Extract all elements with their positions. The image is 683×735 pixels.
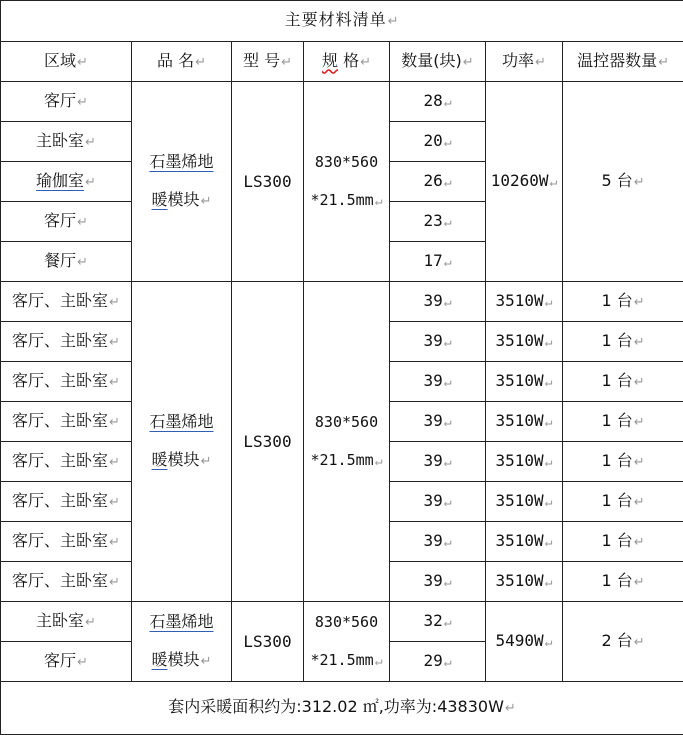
power-cell (486, 482, 563, 522)
power-text: 3510W (496, 491, 544, 510)
thermo-cell (563, 522, 683, 562)
area-text: 客厅 (44, 211, 76, 230)
summary-text: 套内采暖面积约为:312.02 ㎡,功率为:43830W (168, 697, 504, 716)
qty-cell (390, 282, 486, 322)
qty-cell (390, 442, 486, 482)
paragraph-mark-icon: ↵ (77, 255, 88, 270)
header-thermo (563, 42, 683, 82)
spec-line-2-wrap (304, 441, 389, 481)
paragraph-mark-icon: ↵ (388, 14, 400, 29)
model-text: LS300 (243, 432, 291, 451)
paragraph-mark-icon: ↵ (375, 454, 383, 469)
header-model (232, 42, 304, 82)
paragraph-mark-icon: ↵ (634, 295, 645, 310)
paragraph-mark-icon: ↵ (545, 375, 553, 390)
product-line-2b: 模块 (168, 450, 200, 469)
power-cell (486, 522, 563, 562)
qty-text: 32 (423, 611, 442, 630)
header-product-text: 品 名 (157, 51, 194, 70)
area-text: 客厅、主卧室 (12, 331, 108, 350)
thermo-cell (563, 402, 683, 442)
qty-cell (390, 642, 486, 682)
paragraph-mark-icon: ↵ (444, 655, 452, 670)
paragraph-mark-icon: ↵ (201, 454, 212, 469)
power-text: 3510W (496, 451, 544, 470)
area-text: 客厅 (44, 91, 76, 110)
product-line-1: 石墨烯地 (149, 143, 213, 181)
header-row (1, 42, 683, 82)
paragraph-mark-icon: ↵ (201, 194, 212, 209)
area-text: 主卧室 (36, 611, 84, 630)
paragraph-mark-icon: ↵ (634, 495, 645, 510)
paragraph-mark-icon: ↵ (545, 455, 553, 470)
header-spec-text-a: 规 (322, 51, 338, 70)
paragraph-mark-icon: ↵ (360, 55, 371, 70)
thermo-cell (563, 282, 683, 322)
spec-line-2-wrap (304, 181, 389, 221)
qty-cell (390, 482, 486, 522)
product-line-2 (152, 181, 212, 221)
power-cell (486, 602, 563, 682)
area-text: 客厅、主卧室 (12, 291, 108, 310)
paragraph-mark-icon: ↵ (634, 575, 645, 590)
paragraph-mark-icon: ↵ (444, 295, 452, 310)
area-text: 客厅、主卧室 (12, 371, 108, 390)
area-text: 客厅、主卧室 (12, 571, 108, 590)
spec-line-1: 830*560 (304, 603, 389, 641)
paragraph-mark-icon: ↵ (444, 575, 452, 590)
paragraph-mark-icon: ↵ (85, 135, 96, 150)
qty-cell (390, 242, 486, 282)
spec-cell (304, 602, 390, 682)
paragraph-mark-icon: ↵ (634, 635, 645, 650)
header-area (1, 42, 132, 82)
thermo-text: 1 台 (601, 371, 632, 390)
product-line-2a: 暖 (152, 190, 168, 209)
thermo-text: 1 台 (601, 411, 632, 430)
table-row (1, 602, 683, 642)
thermo-text: 5 台 (601, 171, 632, 190)
area-cell (1, 82, 132, 122)
qty-text: 23 (423, 211, 442, 230)
product-line-2 (152, 441, 212, 481)
header-power (486, 42, 563, 82)
area-cell (1, 202, 132, 242)
area-text: 客厅、主卧室 (12, 411, 108, 430)
qty-cell (390, 522, 486, 562)
qty-text: 39 (423, 411, 442, 430)
paragraph-mark-icon: ↵ (77, 55, 88, 70)
qty-cell (390, 82, 486, 122)
power-text: 3510W (496, 371, 544, 390)
spec-cell (304, 282, 390, 602)
thermo-cell (563, 362, 683, 402)
area-text: 客厅、主卧室 (12, 491, 108, 510)
area-text: 客厅、主卧室 (12, 531, 108, 550)
area-cell (1, 162, 132, 202)
paragraph-mark-icon: ↵ (658, 55, 669, 70)
paragraph-mark-icon: ↵ (85, 175, 96, 190)
power-cell (486, 82, 563, 282)
area-cell (1, 522, 132, 562)
thermo-text: 1 台 (601, 531, 632, 550)
qty-cell (390, 202, 486, 242)
model-text: LS300 (243, 172, 291, 191)
paragraph-mark-icon: ↵ (535, 55, 546, 70)
area-cell (1, 562, 132, 602)
spec-line-1: 830*560 (304, 143, 389, 181)
paragraph-mark-icon: ↵ (444, 95, 452, 110)
thermo-cell (563, 82, 683, 282)
thermo-cell (563, 322, 683, 362)
qty-text: 39 (423, 291, 442, 310)
area-cell (1, 282, 132, 322)
table-title-text: 主要材料清单 (285, 10, 387, 29)
header-spec (304, 42, 390, 82)
thermo-cell (563, 562, 683, 602)
area-cell (1, 482, 132, 522)
thermo-cell (563, 602, 683, 682)
paragraph-mark-icon: ↵ (109, 415, 120, 430)
qty-cell (390, 122, 486, 162)
model-cell (232, 282, 304, 602)
paragraph-mark-icon: ↵ (109, 455, 120, 470)
qty-text: 28 (423, 91, 442, 110)
paragraph-mark-icon: ↵ (444, 375, 452, 390)
paragraph-mark-icon: ↵ (375, 194, 383, 209)
area-text: 主卧室 (36, 131, 84, 150)
power-cell (486, 562, 563, 602)
model-text: LS300 (243, 632, 291, 651)
qty-cell (390, 562, 486, 602)
area-text: 瑜伽室 (36, 171, 84, 190)
spec-line-2: *21.5mm (310, 191, 373, 209)
paragraph-mark-icon: ↵ (505, 701, 516, 716)
paragraph-mark-icon: ↵ (545, 335, 553, 350)
product-cell (132, 602, 232, 682)
header-qty (390, 42, 486, 82)
thermo-text: 2 台 (601, 631, 632, 650)
paragraph-mark-icon: ↵ (444, 455, 452, 470)
qty-text: 39 (423, 371, 442, 390)
product-line-2a: 暖 (152, 650, 168, 669)
paragraph-mark-icon: ↵ (634, 535, 645, 550)
paragraph-mark-icon: ↵ (85, 615, 96, 630)
paragraph-mark-icon: ↵ (444, 495, 452, 510)
paragraph-mark-icon: ↵ (545, 495, 553, 510)
qty-text: 20 (423, 131, 442, 150)
paragraph-mark-icon: ↵ (634, 375, 645, 390)
paragraph-mark-icon: ↵ (634, 415, 645, 430)
product-cell (132, 282, 232, 602)
paragraph-mark-icon: ↵ (109, 495, 120, 510)
paragraph-mark-icon: ↵ (109, 375, 120, 390)
qty-cell (390, 362, 486, 402)
spec-line-1: 830*560 (304, 403, 389, 441)
paragraph-mark-icon: ↵ (77, 215, 88, 230)
paragraph-mark-icon: ↵ (545, 575, 553, 590)
power-text: 3510W (496, 331, 544, 350)
summary-cell (1, 682, 683, 735)
table-row (1, 82, 683, 122)
title-row (1, 1, 683, 42)
power-cell (486, 442, 563, 482)
paragraph-mark-icon: ↵ (444, 135, 452, 150)
paragraph-mark-icon: ↵ (77, 655, 88, 670)
paragraph-mark-icon: ↵ (109, 335, 120, 350)
power-text: 10260W (491, 171, 549, 190)
thermo-text: 1 台 (601, 491, 632, 510)
qty-text: 17 (423, 251, 442, 270)
product-line-2b: 模块 (168, 650, 200, 669)
spec-cell (304, 82, 390, 282)
spec-line-2: *21.5mm (310, 651, 373, 669)
thermo-text: 1 台 (601, 451, 632, 470)
product-cell (132, 82, 232, 282)
spec-line-2: *21.5mm (310, 451, 373, 469)
area-cell (1, 362, 132, 402)
qty-text: 29 (423, 651, 442, 670)
paragraph-mark-icon: ↵ (444, 535, 452, 550)
area-cell (1, 602, 132, 642)
paragraph-mark-icon: ↵ (195, 55, 206, 70)
paragraph-mark-icon: ↵ (634, 335, 645, 350)
area-text: 客厅 (44, 651, 76, 670)
paragraph-mark-icon: ↵ (545, 535, 553, 550)
model-cell (232, 82, 304, 282)
qty-cell (390, 402, 486, 442)
power-text: 5490W (496, 631, 544, 650)
header-product (132, 42, 232, 82)
thermo-text: 1 台 (601, 331, 632, 350)
paragraph-mark-icon: ↵ (375, 654, 383, 669)
paragraph-mark-icon: ↵ (545, 295, 553, 310)
header-power-text: 功率 (502, 51, 534, 70)
paragraph-mark-icon: ↵ (634, 175, 645, 190)
thermo-text: 1 台 (601, 291, 632, 310)
qty-text: 39 (423, 451, 442, 470)
power-cell (486, 282, 563, 322)
power-cell (486, 402, 563, 442)
product-line-1: 石墨烯地 (149, 603, 213, 641)
header-model-text: 型 号 (243, 51, 280, 70)
paragraph-mark-icon: ↵ (463, 55, 474, 70)
paragraph-mark-icon: ↵ (444, 255, 452, 270)
paragraph-mark-icon: ↵ (634, 455, 645, 470)
paragraph-mark-icon: ↵ (109, 535, 120, 550)
qty-cell (390, 322, 486, 362)
table-title (1, 1, 683, 42)
qty-cell (390, 602, 486, 642)
model-cell (232, 602, 304, 682)
paragraph-mark-icon: ↵ (545, 415, 553, 430)
area-cell (1, 242, 132, 282)
thermo-cell (563, 442, 683, 482)
qty-text: 39 (423, 571, 442, 590)
thermo-text: 1 台 (601, 571, 632, 590)
paragraph-mark-icon: ↵ (77, 95, 88, 110)
area-cell (1, 442, 132, 482)
power-text: 3510W (496, 411, 544, 430)
product-line-2a: 暖 (152, 450, 168, 469)
header-qty-text: 数量(块) (401, 51, 462, 70)
power-cell (486, 322, 563, 362)
paragraph-mark-icon: ↵ (444, 335, 452, 350)
spec-line-2-wrap (304, 641, 389, 681)
table-row (1, 282, 683, 322)
qty-text: 39 (423, 331, 442, 350)
paragraph-mark-icon: ↵ (444, 175, 452, 190)
area-cell (1, 322, 132, 362)
power-cell (486, 362, 563, 402)
area-cell (1, 122, 132, 162)
paragraph-mark-icon: ↵ (109, 295, 120, 310)
paragraph-mark-icon: ↵ (545, 635, 553, 650)
paragraph-mark-icon: ↵ (444, 415, 452, 430)
area-text: 客厅、主卧室 (12, 451, 108, 470)
product-line-2b: 模块 (168, 190, 200, 209)
paragraph-mark-icon: ↵ (109, 575, 120, 590)
header-thermo-text: 温控器数量 (577, 51, 657, 70)
paragraph-mark-icon: ↵ (281, 55, 292, 70)
paragraph-mark-icon: ↵ (201, 654, 212, 669)
power-text: 3510W (496, 531, 544, 550)
qty-text: 26 (423, 171, 442, 190)
product-line-2 (152, 641, 212, 681)
thermo-cell (563, 482, 683, 522)
paragraph-mark-icon: ↵ (444, 215, 452, 230)
qty-text: 39 (423, 491, 442, 510)
qty-cell (390, 162, 486, 202)
area-cell (1, 402, 132, 442)
header-area-text: 区域 (44, 51, 76, 70)
power-text: 3510W (496, 571, 544, 590)
header-spec-text-b: 格 (343, 51, 359, 70)
footer-row (1, 682, 683, 735)
qty-text: 39 (423, 531, 442, 550)
area-text: 餐厅 (44, 251, 76, 270)
product-line-1: 石墨烯地 (149, 403, 213, 441)
paragraph-mark-icon: ↵ (444, 615, 452, 630)
paragraph-mark-icon: ↵ (549, 175, 557, 190)
area-cell (1, 642, 132, 682)
power-text: 3510W (496, 291, 544, 310)
